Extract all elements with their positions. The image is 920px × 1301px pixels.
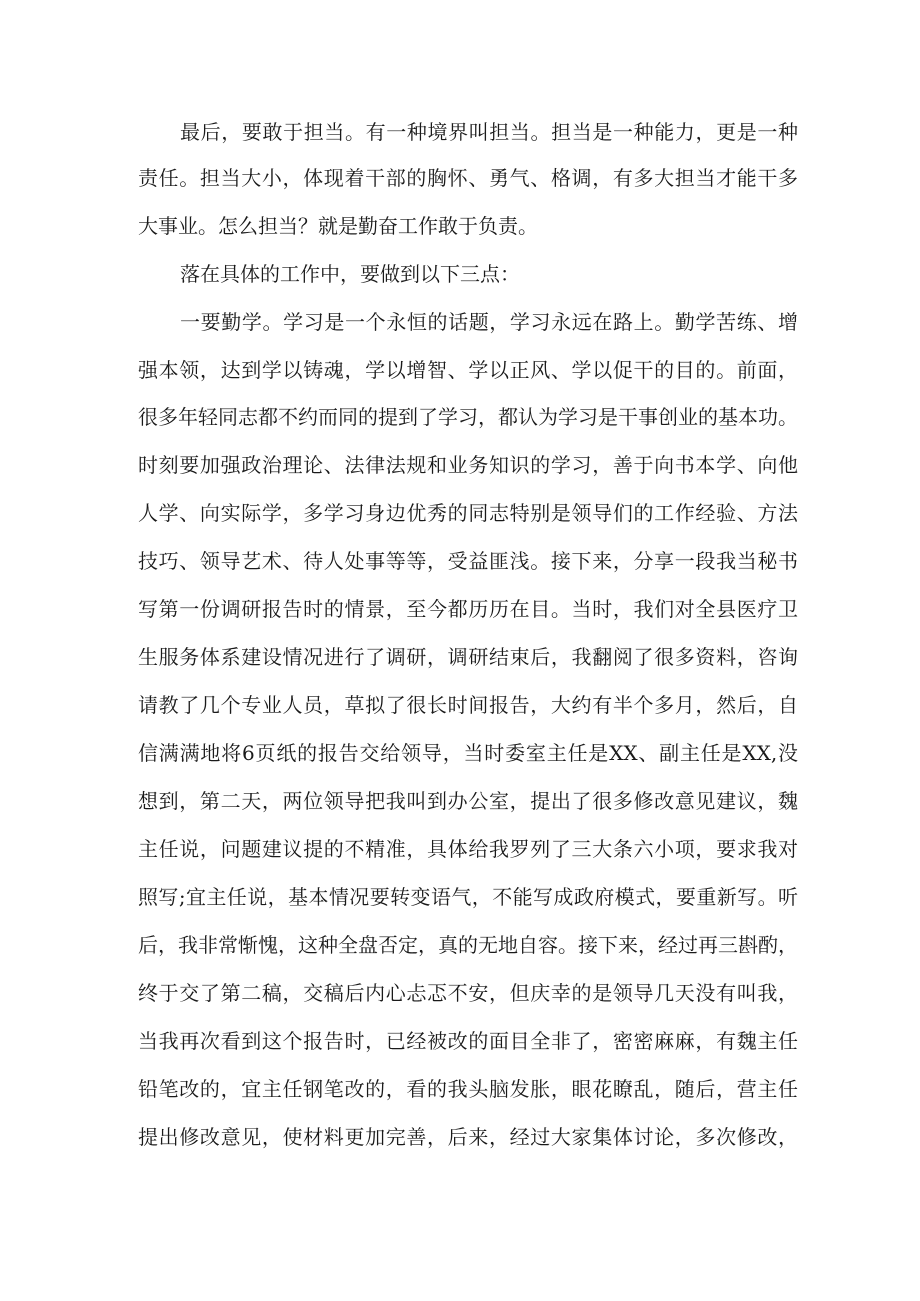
paragraph-line: 照写;宜主任说，基本情况要转变语气，不能写成政府模式，要重新写。听: [138, 885, 798, 909]
paragraph-line: 落在具体的工作中，要做到以下三点：: [180, 262, 520, 286]
paragraph-line: 责任。担当大小，体现着干部的胸怀、勇气、格调，有多大担当才能干多: [138, 166, 798, 190]
paragraph-line: 时刻要加强政治理论、法律法规和业务知识的学习，善于向书本学、向他: [138, 453, 798, 477]
paragraph-line: 终于交了第二稿，交稿后内心忐忑不安，但庆幸的是领导几天没有叫我，: [138, 981, 798, 1005]
paragraph-line: 写第一份调研报告时的情景，至今都历历在目。当时，我们对全县医疗卫: [138, 597, 798, 621]
paragraph-line: 一要勤学。学习是一个永恒的话题，学习永远在路上。勤学苦练、增: [180, 310, 798, 334]
paragraph-line: 信满满地将6页纸的报告交给领导，当时委室主任是XX、副主任是XX,没: [138, 741, 798, 765]
paragraph-line: 铅笔改的，宜主任钢笔改的，看的我头脑发胀，眼花瞭乱，随后，营主任: [138, 1077, 798, 1101]
paragraph-line: 请教了几个专业人员，草拟了很长时间报告，大约有半个多月，然后，自: [138, 693, 798, 717]
paragraph-line: 技巧、领导艺术、待人处事等等，受益匪浅。接下来，分享一段我当秘书: [138, 549, 798, 573]
paragraph-line: 想到，第二天，两位领导把我叫到办公室，提出了很多修改意见建议，魏: [138, 789, 798, 813]
paragraph-line: 主任说，问题建议提的不精准，具体给我罗列了三大条六小项，要求我对: [138, 837, 798, 861]
paragraph-line: 提出修改意见，使材料更加完善，后来，经过大家集体讨论，多次修改，: [138, 1125, 798, 1149]
paragraph-line: 强本领，达到学以铸魂，学以增智、学以正风、学以促干的目的。前面，: [138, 358, 798, 382]
paragraph-line: 大事业。怎么担当？就是勤奋工作敢于负责。: [138, 214, 538, 238]
paragraph-line: 生服务体系建设情况进行了调研，调研结束后，我翻阅了很多资料，咨询: [138, 645, 798, 669]
paragraph-line: 后，我非常惭愧，这种全盘否定，真的无地自容。接下来，经过再三斟酌，: [138, 933, 798, 957]
paragraph-line: 当我再次看到这个报告时，已经被改的面目全非了，密密麻麻，有魏主任: [138, 1029, 798, 1053]
paragraph-line: 很多年轻同志都不约而同的提到了学习，都认为学习是干事创业的基本功。: [138, 405, 798, 429]
paragraph-line: 最后，要敢于担当。有一种境界叫担当。担当是一种能力，更是一种: [180, 120, 798, 144]
paragraph-line: 人学、向实际学，多学习身边优秀的同志特别是领导们的工作经验、方法: [138, 501, 798, 525]
